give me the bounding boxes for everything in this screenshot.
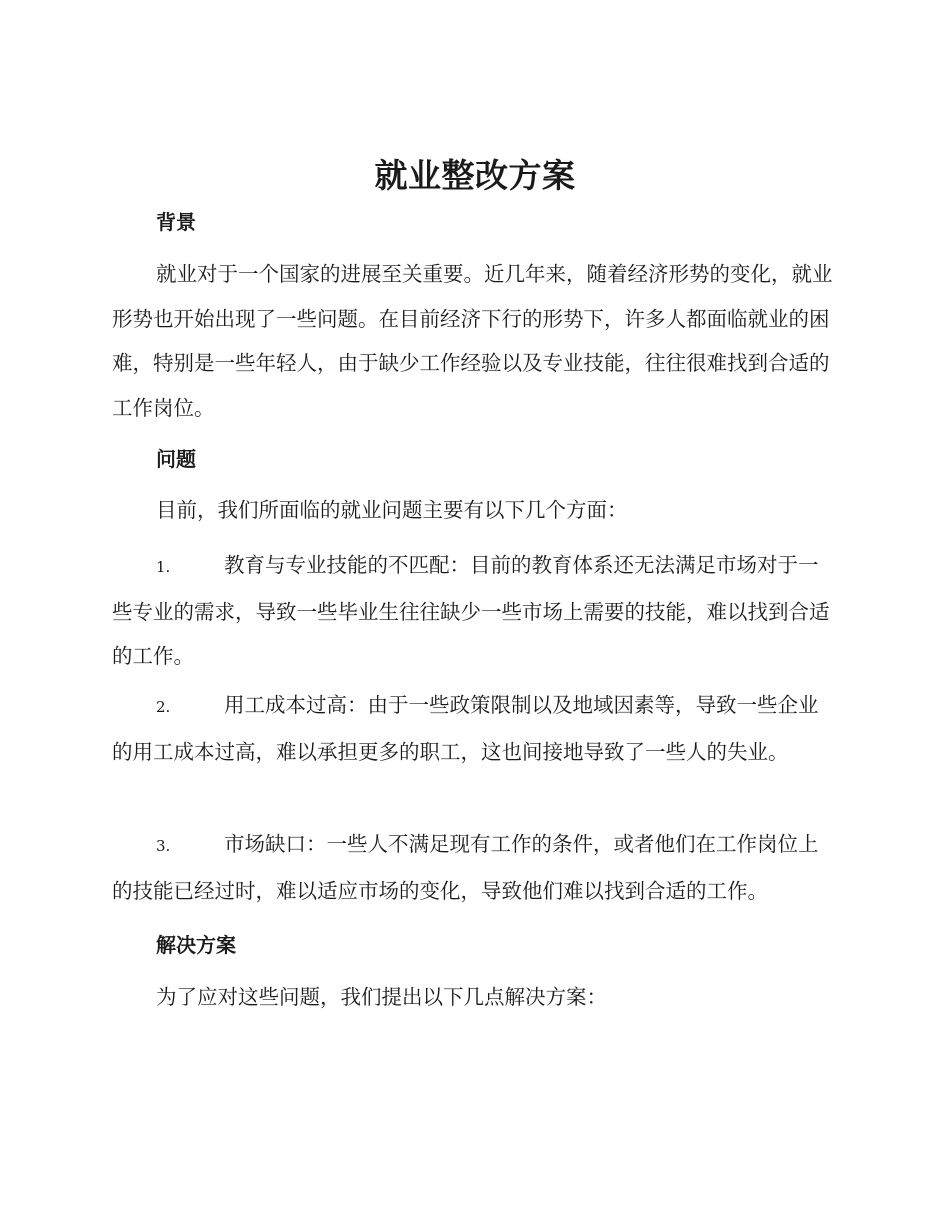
section-heading-problems: 问题 <box>156 447 196 471</box>
problem-item-3 <box>112 822 836 913</box>
problem-item-2-text: 用工成本过高：由于一些政策限制以及地域因素等，导致一些企业的用工成本过高，难以承担更多的职工，这也间接地导致了一些人的失业。 <box>112 693 819 764</box>
problem-item-1-number: 1. <box>156 558 171 576</box>
document-title: 就业整改方案 <box>374 156 576 195</box>
section-heading-background: 背景 <box>156 210 196 234</box>
problem-item-1-text: 教育与专业技能的不匹配：目前的教育体系还无法满足市场对于一些专业的需求，导致一些毕业生往往缺少一些市场上需要的技能，难以找到合适的工作。 <box>112 553 830 668</box>
problem-item-1 <box>112 543 836 679</box>
problem-item-3-number: 3. <box>156 837 171 855</box>
problems-intro-paragraph: 目前，我们所面临的就业问题主要有以下几个方面： <box>156 498 628 522</box>
problem-item-3-text: 市场缺口：一些人不满足现有工作的条件，或者他们在工作岗位上的技能已经过时，难以适应市场的变化，导致他们难以找到合适的工作。 <box>112 832 819 903</box>
problem-item-2-number: 2. <box>156 698 171 716</box>
problem-item-2 <box>112 683 836 774</box>
solutions-intro-paragraph: 为了应对这些问题，我们提出以下几点解决方案： <box>156 985 607 1009</box>
background-paragraph: 就业对于一个国家的进展至关重要。近几年来，随着经济形势的变化，就业形势也开始出现了一些问题。在目前经济下行的形势下，许多人都面临就业的困难，特别是一些年轻人，由于缺少工作经验以及专业技能，往往很难找到合适的工作岗位。 <box>112 262 833 420</box>
section-heading-solutions: 解决方案 <box>156 933 236 957</box>
